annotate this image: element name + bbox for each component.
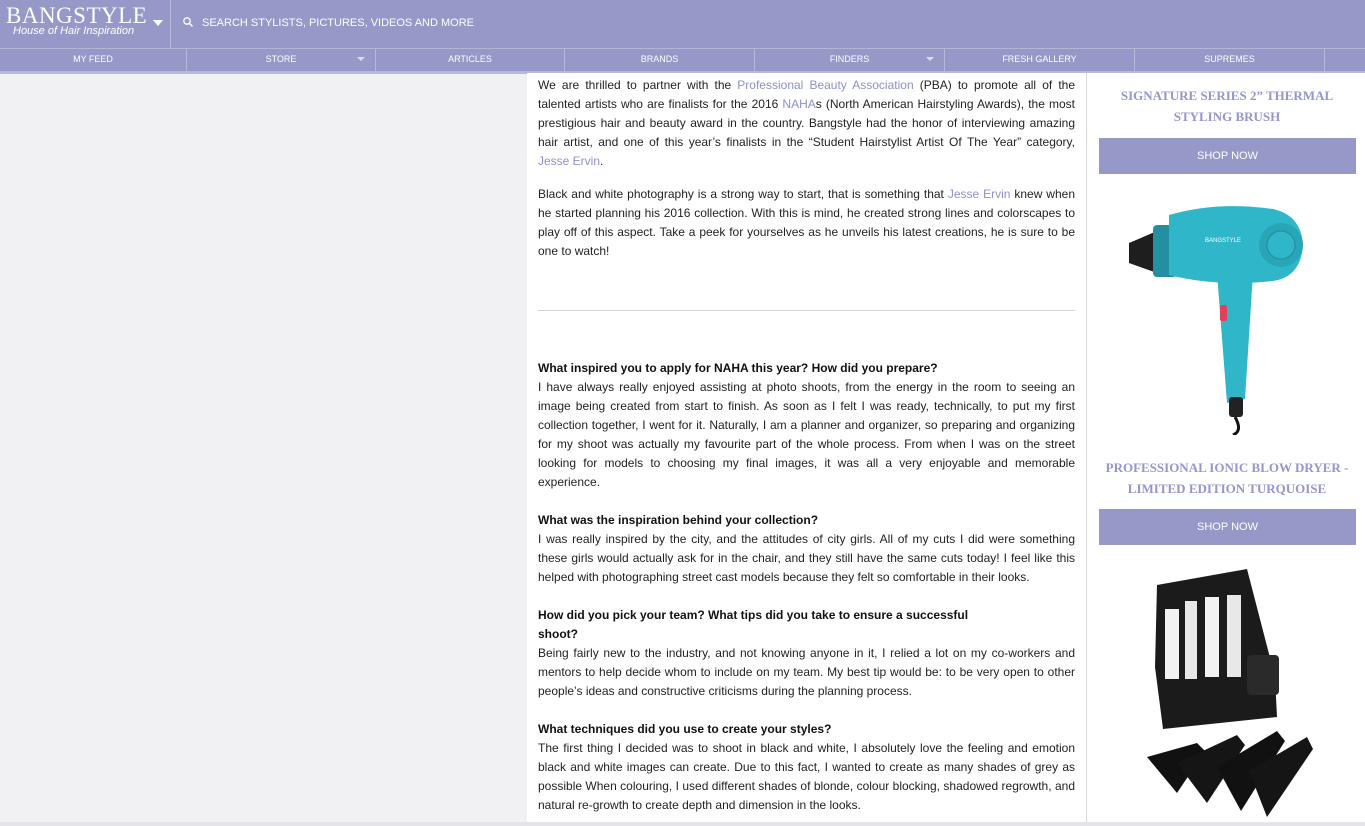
nav-item-supremes[interactable] <box>1135 49 1325 71</box>
nav-item-articles[interactable] <box>376 49 565 71</box>
search-icon <box>182 16 194 28</box>
link-naha[interactable]: NAHA <box>782 97 816 111</box>
nav-label: STORE <box>265 54 297 64</box>
top-header <box>0 0 1365 48</box>
article-paragraph <box>538 185 1075 261</box>
interview-question: How did you pick your team? What tips did you take to ensure a successful <box>538 608 969 622</box>
product-title[interactable]: PROFESSIONAL IONIC BLOW DRYER - LIMITED EDITION TURQUOISE <box>1105 460 1349 496</box>
intro-text: . <box>600 154 604 168</box>
comb-set-image[interactable] <box>1137 567 1327 822</box>
paragraph-text: Black and white photography is a strong way to start, that is something that <box>538 187 948 201</box>
product-sidebar <box>1086 73 1365 826</box>
nav-label: FRESH GALLERY <box>1002 54 1077 64</box>
answer-text: Being fairly new to the industry, and not knowing anyone in it, I relied a lot on my co-workers and mentors to help decide whom to include on my team. My best tip would be: to be very open to other people’s ideas and constructive criticisms during the planning process. <box>538 646 1075 698</box>
interview-question: What techniques did you use to create your styles? <box>538 722 832 736</box>
shop-now-button[interactable]: SHOP NOW <box>1099 138 1356 174</box>
nav-item-store[interactable] <box>187 49 376 71</box>
main-nav <box>0 48 1365 74</box>
answer-text: The first thing I decided was to shoot in black and white, I absolutely love the feeling and emotion black and white images can create. Due to this fact, I wanted to create as many shades of grey as possible When colouring, I used different shades of blonde, colour blocking, shadowed regrowth, and natural re-growth to create depth and dimension in the looks. <box>538 741 1075 812</box>
shop-now-button[interactable]: SHOP NOW <box>1099 509 1356 545</box>
answer-text: I have always really enjoyed assisting at photo shoots, from the energy in the room to seeing an image being created from start to finish. As soon as I felt I was ready, technically, to put my first collection together, I went for it. Naturally, I am a planner and organizer, so preparing and organizing for my shoot was actually my favourite part of the whole process. From when I was on the street looking for models to choosing my final images, it was all a very enjoyable and memorable experience. <box>538 380 1075 489</box>
chevron-down-icon[interactable] <box>153 20 163 26</box>
intro-text: s (North American Hairstyling Awards), the most prestigious hair and beauty award in the country. Bangstyle had the honor of interviewing amazing hair artist, and one of this year’s finalists in the “Student Hairstylist Artist Of The Year” category, <box>538 97 1076 149</box>
blow-dryer-image[interactable] <box>1117 195 1317 435</box>
nav-label: FINDERS <box>829 54 870 64</box>
search-input[interactable] <box>198 12 706 34</box>
interview-question: What inspired you to apply for NAHA this year? How did you prepare? <box>538 361 938 375</box>
link-jesse-ervin[interactable]: Jesse Ervin <box>947 187 1011 201</box>
link-jesse-ervin[interactable]: Jesse Ervin <box>538 154 601 168</box>
interview-question: shoot? <box>538 627 578 641</box>
nav-label: BRANDS <box>640 54 679 64</box>
chevron-down-icon[interactable] <box>357 57 365 61</box>
interview-answer <box>538 606 1075 701</box>
product-title[interactable]: SIGNATURE SERIES 2” THERMAL STYLING BRUSH <box>1120 88 1334 124</box>
logo-subtitle: House of Hair Inspiration <box>13 25 135 37</box>
logo-menu[interactable] <box>0 0 171 48</box>
intro-text: (PBA) to promote all of the talented artists who are finalists for the 2016 <box>538 78 1076 111</box>
answer-text: I was really inspired by the city, and the attitudes of city girls. All of my cuts I did were something these girls would actually ask for in the chair, and they still have the same cuts today! I feel like this helped with photographing street cast models because they felt so comfortable in their looks. <box>538 532 1075 584</box>
nav-label: SUPREMES <box>1204 54 1255 64</box>
article-intro <box>538 76 1075 171</box>
paragraph-text: knew when he started planning his 2016 collection. With this is mind, he created strong lines and colorscapes to play off of this aspect. Take a peek for yourselves as he unveils his latest creations, he is sure to be one to watch! <box>538 187 1075 258</box>
article-body <box>527 73 1086 826</box>
dryer-brand-label: BANGSTYLE <box>1205 238 1242 244</box>
interview-answer <box>538 720 1075 815</box>
nav-label: ARTICLES <box>448 54 492 64</box>
divider <box>538 310 1075 311</box>
nav-label: MY FEED <box>73 54 113 64</box>
nav-item-brands[interactable] <box>565 49 755 71</box>
link-professional-beauty-association[interactable]: Professional Beauty Association <box>737 78 914 92</box>
logo-title[interactable]: BANGSTYLE <box>6 3 148 28</box>
nav-item-finders[interactable] <box>755 49 945 71</box>
intro-text: We are thrilled to partner with the <box>538 78 738 92</box>
chevron-down-icon[interactable] <box>926 57 934 61</box>
nav-item-fresh-gallery[interactable] <box>945 49 1135 71</box>
interview-answer <box>538 359 1075 492</box>
page-bottom-edge <box>0 822 1365 826</box>
interview-answer <box>538 511 1075 587</box>
interview-question: What was the inspiration behind your collection? <box>538 513 819 527</box>
nav-item-my-feed[interactable] <box>0 49 187 71</box>
